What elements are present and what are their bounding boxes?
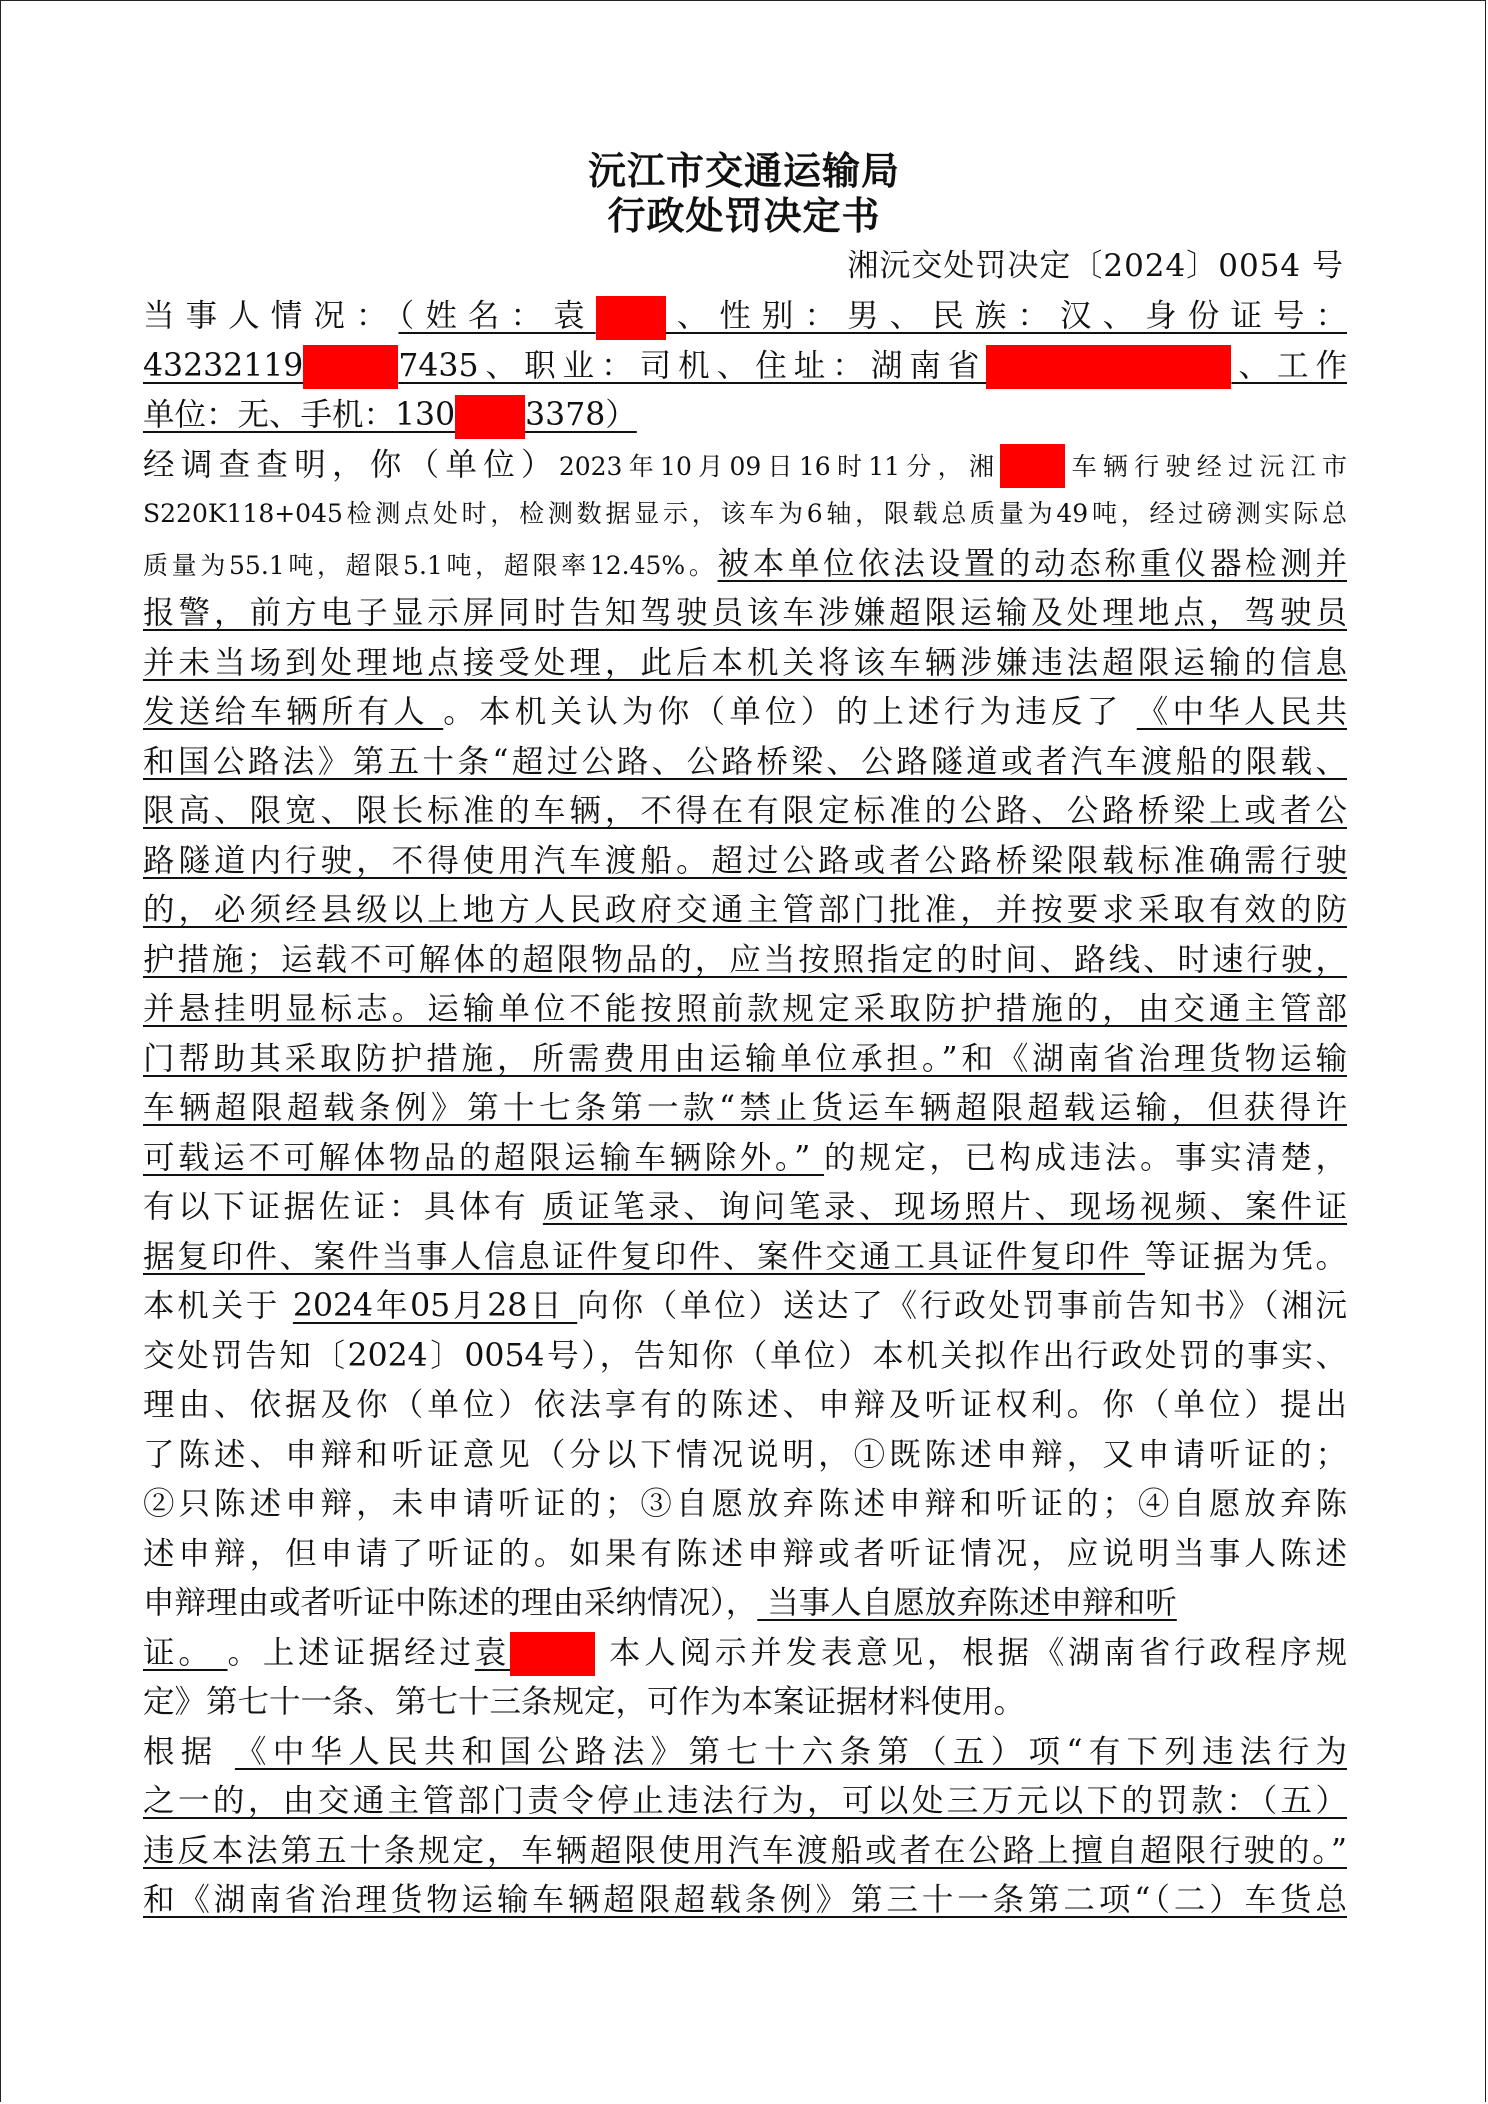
document-number: 湘沅交处罚决定〔2024〕0054 号: [847, 248, 1344, 284]
document-title: 行政处罚决定书: [607, 193, 881, 238]
underlined-text: 《中华人民共: [1136, 694, 1347, 730]
underlined-text: （姓名：袁: [398, 298, 596, 334]
body-line: [143, 391, 1347, 439]
redaction-box: [455, 395, 525, 439]
body-text: S220K118+045检测点处时，检测数据显示，该车为6轴，限载总质量为49吨，经过磅测实际总: [143, 499, 1347, 528]
underlined-text: 并悬挂明显标志。运输单位不能按照前款规定采取防护措施的，由交通主管部: [143, 991, 1347, 1027]
body-text: 交处罚告知〔2024〕0054号），告知你（单位）本机关拟作出行政处罚的事实、: [143, 1337, 1347, 1374]
underlined-text: 袁: [474, 1634, 511, 1671]
underlined-text: 报警，前方电子显示屏同时告知驾驶员该车涉嫌超限运输及处理地点，驾驶员: [143, 595, 1347, 631]
redaction-box: [510, 1632, 595, 1676]
underlined-text: 被本单位依法设置的动态称重仪器检测并: [717, 545, 1347, 582]
underlined-text: 违反本法第五十条规定，车辆超限使用汽车渡船或者在公路上擅自超限行驶的。”: [143, 1832, 1347, 1869]
body-text: ②只陈述申辩，未申请听证的；③自愿放弃陈述申辩和听证的；④自愿放弃陈: [143, 1486, 1347, 1522]
body-text: 质量为55.1吨，超限5.1吨，超限率12.45%。: [143, 550, 718, 580]
body-line: [143, 985, 1347, 1033]
underlined-text: 3378）: [525, 397, 637, 433]
underlined-text: 7435、职业：司机、住址：湖南省: [398, 347, 987, 384]
body-line: [143, 738, 1347, 786]
body-text: 。上述证据经过: [227, 1634, 475, 1671]
body-line: [143, 787, 1347, 835]
body-text: 车辆行驶经过沅江市: [1065, 451, 1347, 481]
underlined-text: 、性别：男、民族：汉、身份证号：: [665, 298, 1347, 334]
body-text: 本人阅示并发表意见，根据《湖南省行政程序规: [595, 1634, 1347, 1671]
body-line: [143, 1876, 1347, 1924]
body-text: 。本机关认为你（单位）的上述行为违反了: [443, 694, 1137, 730]
body-line: [143, 1480, 1347, 1528]
underlined-text: 质证笔录、询问笔录、现场照片、现场视频、案件证: [542, 1189, 1347, 1225]
body-text: 有以下证据佐证：具体有: [143, 1189, 543, 1225]
redaction-box: [986, 345, 1231, 389]
body-text: 定》第七十一条、第七十三条规定，可作为本案证据材料使用。: [143, 1684, 1026, 1720]
body-line: [143, 589, 1347, 637]
body-line: [143, 886, 1347, 934]
body-line: [143, 1629, 1347, 1677]
underlined-text: 和《湖南省治理货物运输车辆超限超载条例》第三十一条第二项“（二）车货总: [143, 1882, 1347, 1918]
underlined-text: 之一的，由交通主管部门责令停止违法行为，可以处三万元以下的罚款：（五）: [143, 1783, 1347, 1819]
underlined-text: 并未当场到处理地点接受处理，此后本机关将该车辆涉嫌违法超限运输的信息: [143, 644, 1347, 681]
body-text: 向你（单位）送达了《行政处罚事前告知书》（湘沅: [577, 1288, 1347, 1324]
body-text: 本机关于: [143, 1288, 293, 1324]
body-line: [143, 1084, 1347, 1132]
underlined-text: 据复印件、案件当事人信息证件复印件、案件交通工具证件复印件: [143, 1238, 1145, 1275]
body-line: [143, 1431, 1347, 1479]
body-line: [143, 1381, 1347, 1429]
body-line: [143, 639, 1347, 687]
body-line: [143, 342, 1347, 390]
body-line: [143, 1183, 1347, 1231]
body-text: 根据: [143, 1733, 235, 1770]
body-line: [143, 1332, 1347, 1380]
underlined-text: 车辆超限超载条例》第十七条第一款“禁止货运车辆超限超载运输，但获得许: [143, 1090, 1347, 1126]
underlined-text: 2024年05月28日: [292, 1288, 578, 1324]
body-line: [143, 1282, 1347, 1330]
body-line: [143, 1777, 1347, 1825]
body-text: 经调查查明，你（单位）: [143, 446, 559, 483]
underlined-text: 限高、限宽、限长标准的车辆，不得在有限定标准的公路、公路桥梁上或者公: [143, 793, 1347, 829]
redaction-box: [303, 345, 398, 389]
redaction-box: [1000, 444, 1065, 488]
underlined-text: 证。: [143, 1634, 228, 1671]
body-line: [143, 936, 1347, 984]
body-line: [143, 292, 1347, 340]
body-line: [143, 1579, 1347, 1627]
underlined-text: 发送给车辆所有人: [143, 694, 444, 730]
body-line: [143, 540, 1347, 588]
underlined-text: 护措施；运载不可解体的超限物品的，应当按照指定的时间、路线、时速行驶，: [143, 941, 1347, 978]
body-text: 等证据为凭。: [1144, 1238, 1347, 1275]
body-line: [143, 441, 1347, 489]
body-line: [143, 837, 1347, 885]
body-text: 申辩理由或者听证中陈述的理由采纳情况），: [143, 1585, 758, 1621]
body-line: [143, 1035, 1347, 1083]
underlined-text: 43232119: [143, 347, 304, 384]
body-line: [143, 1233, 1347, 1281]
body-line: [143, 1530, 1347, 1578]
redaction-box: [596, 296, 666, 340]
body-text: 的规定，已构成违法。事实清楚，: [824, 1139, 1347, 1176]
underlined-text: 单位：无、手机：130: [143, 397, 456, 433]
underlined-text: 门帮助其采取防护措施，所需费用由运输单位承担。”和《湖南省治理货物运输: [143, 1040, 1347, 1077]
body-text: 2023年10月09日16时11分，湘: [558, 451, 1001, 481]
underlined-text: 当事人自愿放弃陈述申辩和听: [757, 1585, 1177, 1621]
body-line: [143, 1728, 1347, 1776]
underlined-text: 的，必须经县级以上地方人民政府交通主管部门批准，并按要求采取有效的防: [143, 892, 1347, 928]
body-text: 述申辩，但申请了听证的。如果有陈述申辩或者听证情况，应说明当事人陈述: [143, 1535, 1347, 1572]
body-line: [143, 688, 1347, 736]
underlined-text: 、工作: [1231, 347, 1347, 384]
body-text: 理由、依据及你（单位）依法享有的陈述、申辩及听证权利。你（单位）提出: [143, 1387, 1347, 1423]
agency-title: 沅江市交通运输局: [587, 148, 900, 193]
body-line: [143, 1134, 1347, 1182]
body-text: 当事人情况：: [143, 298, 399, 334]
underlined-text: 和国公路法》第五十条“超过公路、公路桥梁、公路隧道或者汽车渡船的限载、: [143, 743, 1347, 780]
underlined-text: 路隧道内行驶，不得使用汽车渡船。超过公路或者公路桥梁限载标准确需行驶: [143, 842, 1347, 879]
body-line: [143, 1678, 1347, 1726]
underlined-text: 《中华人民共和国公路法》第七十六条第（五）项“有下列违法行为: [234, 1733, 1347, 1770]
body-text: 了陈述、申辩和听证意见（分以下情况说明，①既陈述申辩，又申请听证的；: [143, 1436, 1347, 1473]
body-line: [143, 1827, 1347, 1875]
body-line: [143, 490, 1347, 538]
underlined-text: 可载运不可解体物品的超限运输车辆除外。”: [143, 1139, 824, 1176]
